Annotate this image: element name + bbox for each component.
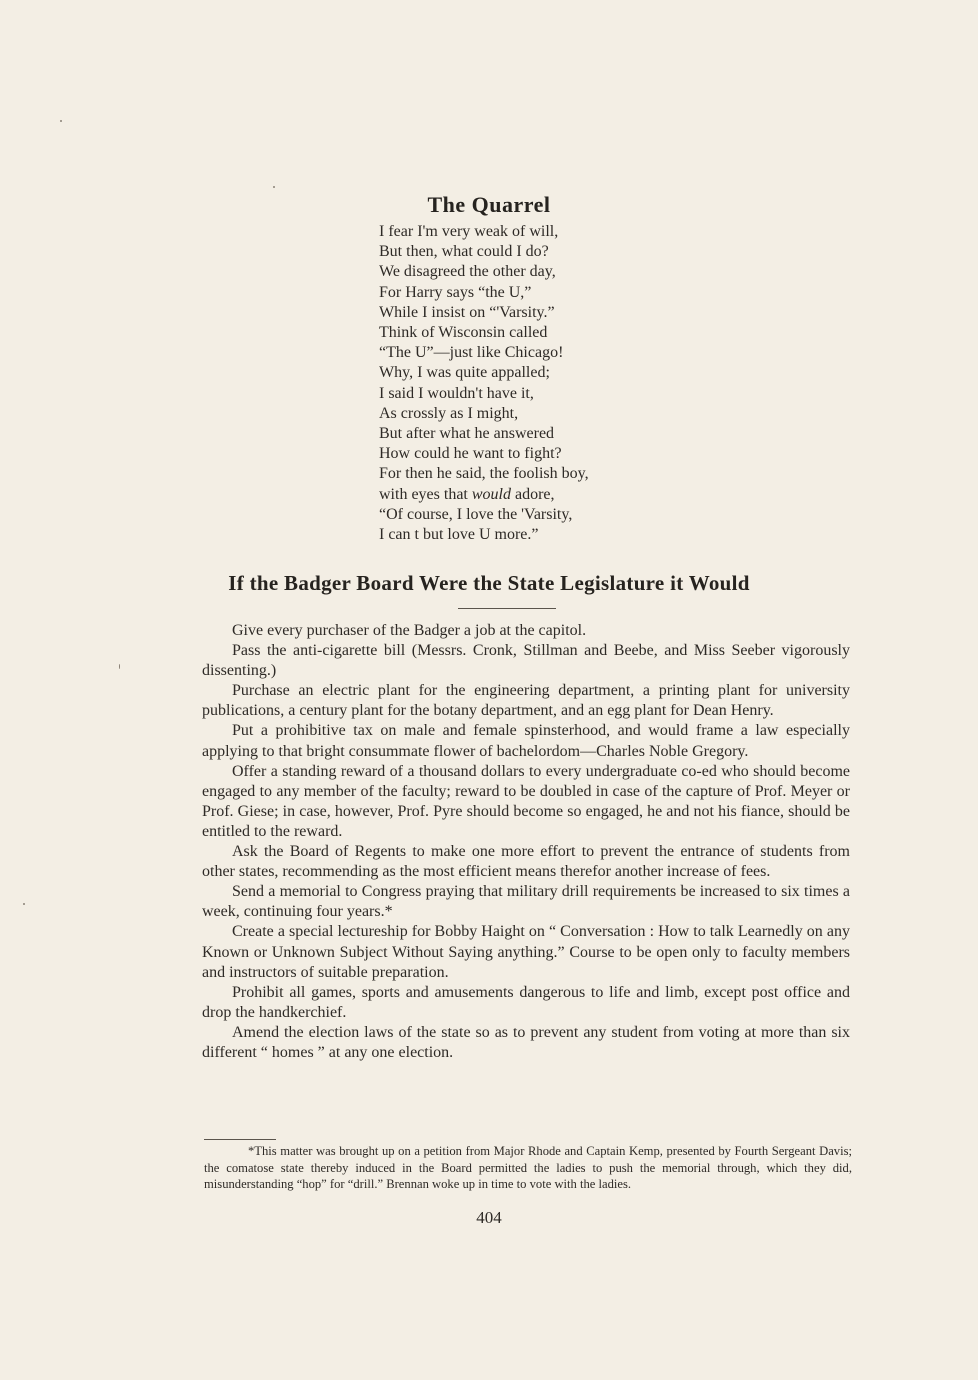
poem-line: For then he said, the foolish boy, — [379, 465, 589, 483]
paper-speck — [273, 186, 275, 188]
article-paragraph: Put a prohibitive tax on male and female spinsterhood, and would frame a law especially applying to that bright consummate flower of bachelordom—Charles Noble Gregory. — [202, 722, 850, 760]
poem-line: Think of Wisconsin called — [379, 324, 548, 342]
paper-speck — [119, 664, 120, 669]
article-paragraph: Purchase an electric plant for the engineering department, a printing plant for university publications, a century plant for the botany department, and an egg plant for Dean Henry. — [202, 682, 850, 720]
article-paragraph: Prohibit all games, sports and amusements dangerous to life and limb, except post office and drop the handkerchief. — [202, 983, 850, 1021]
article-paragraph: Offer a standing reward of a thousand dollars to every undergraduate co-ed who should become engaged to any member of the faculty; reward to be doubled in case of the capture of Prof. Meyer or Prof. Giese; in case, however, Prof. Pyre should become so engaged, he and not his fiance, should be entitled to the reward. — [202, 762, 850, 840]
poem-line — [379, 485, 709, 505]
poem-line: I said I wouldn't have it, — [379, 384, 534, 402]
poem-line: I fear I'm very weak of will, — [379, 223, 559, 240]
poem-italic-word: would — [471, 485, 511, 503]
poem-line: But after what he answered — [379, 425, 555, 443]
poem-body — [379, 222, 709, 545]
poem-line: “Of course, I love the 'Varsity, — [379, 505, 573, 523]
poem-title: The Quarrel — [427, 192, 551, 217]
paper-speck — [60, 120, 62, 122]
article-body — [202, 621, 850, 1063]
article-paragraph: Give every purchaser of the Badger a job at the capitol. — [232, 622, 587, 639]
footnote: *This matter was brought up on a petition from Major Rhode and Captain Kemp, presented by Fourth Sergeant Davis; the comatose state thereby induced in the Board permitted the ladies to push the memorial through, which they did, misunderstanding “hop” for “drill.” Brennan woke up in time to vote with the ladies. — [204, 1144, 852, 1191]
article-paragraph: Pass the anti-cigarette bill (Messrs. Cronk, Stillman and Beebe, and Miss Seeber vigorously dissenting.) — [202, 642, 850, 680]
article-paragraph: Send a memorial to Congress praying that military drill requirements be increased to six times a week, continuing four years.* — [202, 883, 850, 921]
article-title: If the Badger Board Were the State Legislature it Would — [228, 571, 750, 595]
article-paragraph: Amend the election laws of the state so as to prevent any student from voting at more than six different “ homes ” at any one election. — [202, 1023, 850, 1061]
page-number: 404 — [476, 1208, 502, 1227]
poem-line: As crossly as I might, — [379, 404, 519, 422]
article-paragraph: Create a special lectureship for Bobby Haight on “ Conversation : How to talk Learnedly on any Known or Unknown Subject Without Saying anything.” Course to be open only to faculty members and instructors of suitable preparation. — [202, 923, 850, 981]
poem-line: Why, I was quite appalled; — [379, 364, 550, 382]
poem-line-end: adore, — [511, 485, 555, 503]
poem-line: We disagreed the other day, — [379, 263, 556, 281]
paper-speck — [23, 903, 25, 905]
footnote-divider — [204, 1139, 276, 1140]
poem-line: But then, what could I do? — [379, 243, 549, 261]
poem-line: “The U”—just like Chicago! — [379, 344, 564, 362]
poem-line: For Harry says “the U,” — [379, 283, 532, 301]
title-divider — [458, 608, 556, 609]
poem-line: I can t but love U more.” — [379, 526, 539, 544]
article-paragraph: Ask the Board of Regents to make one more effort to prevent the entrance of students from other states, recommending as the most efficient means therefor another increase of fees. — [202, 843, 850, 881]
poem-line: While I insist on “'Varsity.” — [379, 303, 555, 321]
poem-line-start: with eyes that — [379, 485, 472, 503]
poem-line: How could he want to fight? — [379, 445, 562, 463]
